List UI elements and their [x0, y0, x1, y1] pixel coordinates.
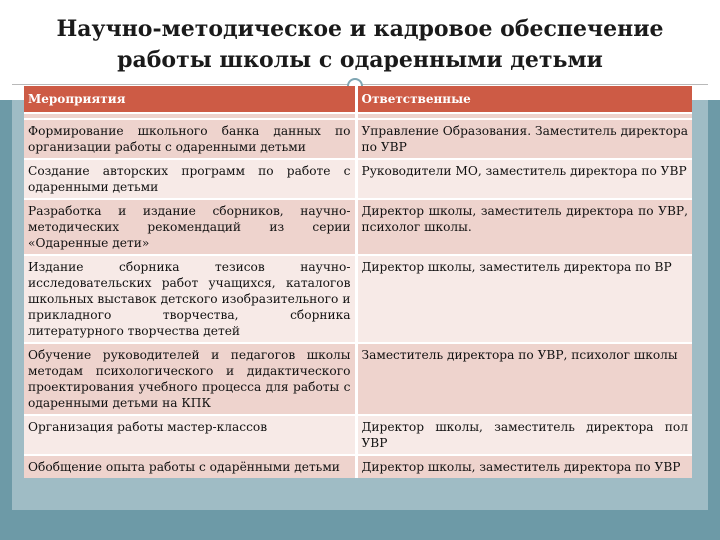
event-cell: Организация работы мастер-классов [24, 415, 356, 455]
table-row [24, 415, 692, 455]
event-cell: Обобщение опыта работы с одарёнными детьми [24, 455, 356, 478]
header-events: Мероприятия [24, 86, 356, 113]
responsible-cell: Управление Образования. Заместитель директора по УВР [356, 119, 692, 159]
event-cell: Издание сборника тезисов научно-исследовательских работ учащихся, каталогов школьных выставок детского изобразительного и прикладного творчества, сборника литературного творчества детей [24, 255, 356, 343]
event-cell: Разработка и издание сборников, научно-методических рекомендаций из серии «Одаренные дети» [24, 199, 356, 255]
responsible-cell: Директор школы, заместитель директора по ВР [356, 255, 692, 343]
table-row [24, 199, 692, 255]
event-cell: Создание авторских программ по работе с одаренными детьми [24, 159, 356, 199]
responsible-cell: Директор школы, заместитель директора по УВР, психолог школы. [356, 199, 692, 255]
event-cell: Формирование школьного банка данных по организации работы с одаренными детьми [24, 119, 356, 159]
table-row [24, 455, 692, 478]
header-responsible: Ответственные [356, 86, 692, 113]
responsible-cell: Директор школы, заместитель директора пол УВР [356, 415, 692, 455]
table-row [24, 343, 692, 415]
staffing-table [24, 86, 692, 478]
responsible-cell: Руководители МО, заместитель директора по УВР [356, 159, 692, 199]
table-row [24, 159, 692, 199]
table-header-row [24, 86, 692, 113]
event-cell: Обучение руководителей и педагогов школы методам психологического и дидактического проектирования учебного процесса для работы с одаренными детьми на КПК [24, 343, 356, 415]
responsible-cell: Заместитель директора по УВР, психолог школы [356, 343, 692, 415]
responsible-cell: Директор школы, заместитель директора по УВР [356, 455, 692, 478]
table-row [24, 255, 692, 343]
slide-title: Научно-методическое и кадровое обеспечение работы школы с одаренными детьми [56, 16, 664, 73]
table-row [24, 119, 692, 159]
